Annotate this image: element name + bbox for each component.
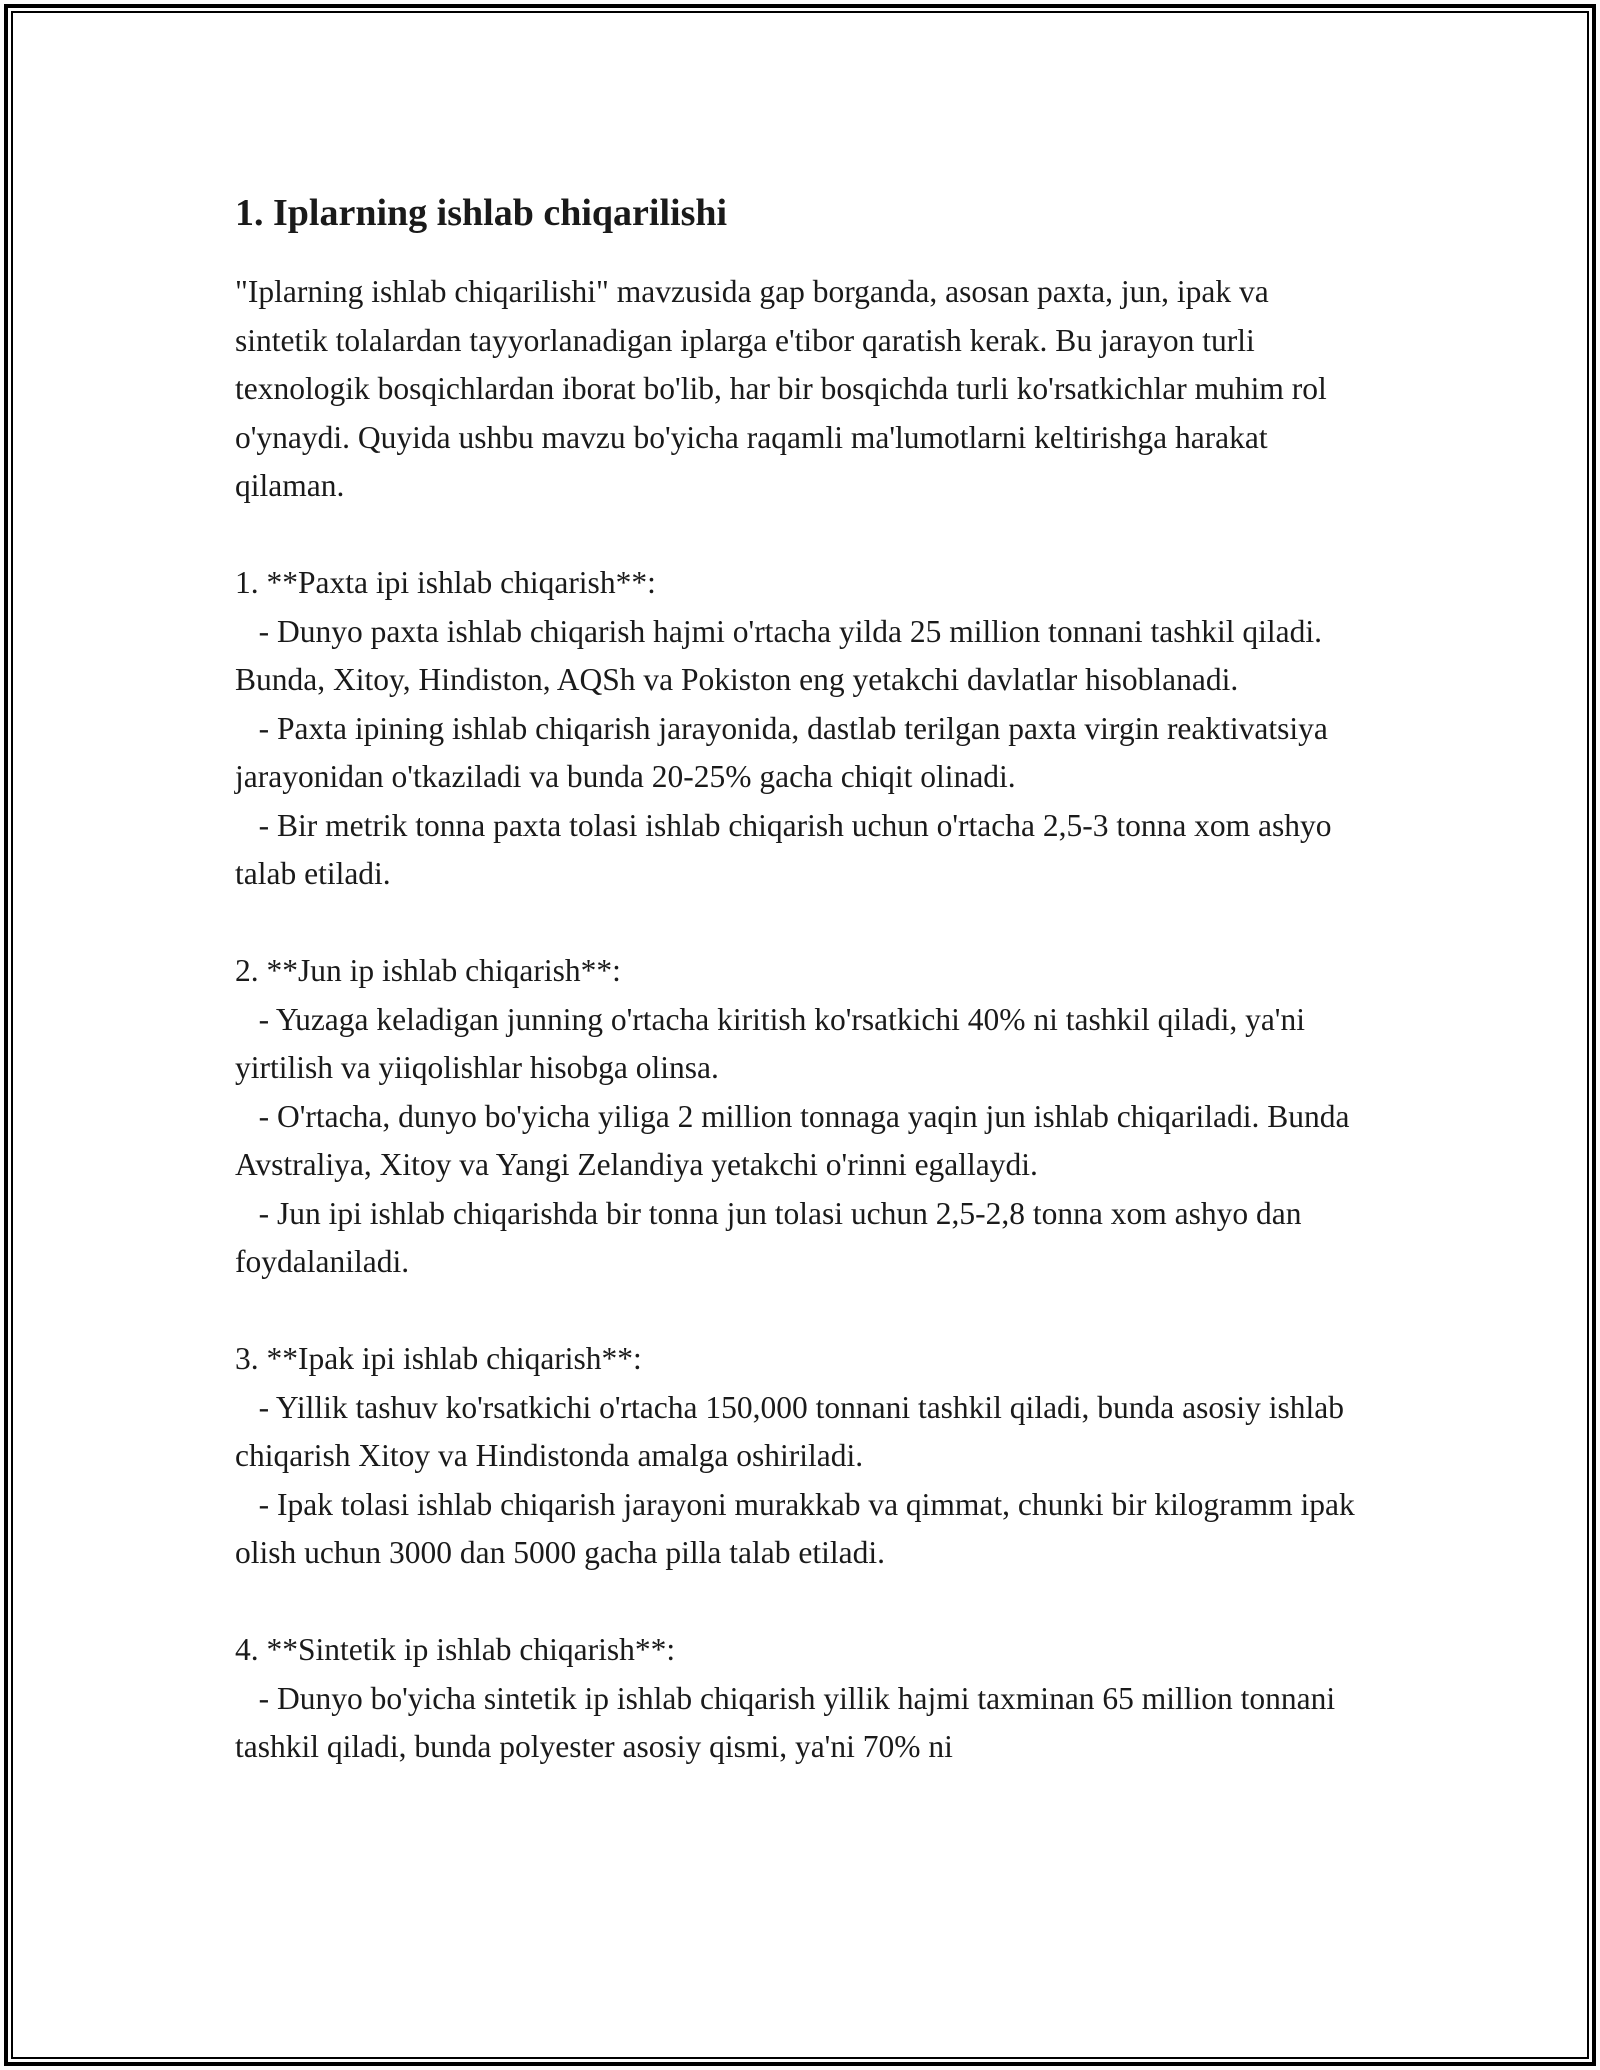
section-heading: 4. **Sintetik ip ishlab chiqarish**: [235, 1632, 676, 1667]
section-ipak [235, 1335, 1365, 1578]
spacer [235, 899, 1365, 948]
list-item: - Ipak tolasi ishlab chiqarish jarayoni murakkab va qimmat, chunki bir kilogramm ipak olish uchun 3000 dan 5000 gacha pilla talab etiladi. [235, 1486, 1363, 1570]
spacer [235, 511, 1365, 560]
list-item: - Dunyo bo'yicha sintetik ip ishlab chiqarish yillik hajmi taxminan 65 million tonnani tashkil qiladi, bunda polyester asosiy qismi, ya'ni 70% ni [235, 1680, 1344, 1764]
section-heading: 2. **Jun ip ishlab chiqarish**: [235, 953, 621, 988]
list-item: - Jun ipi ishlab chiqarishda bir tonna jun tolasi uchun 2,5-2,8 tonna xom ashyo dan foydalaniladi. [235, 1195, 1310, 1279]
section-heading: 1. **Paxta ipi ishlab chiqarish**: [235, 565, 656, 600]
list-item: - Dunyo paxta ishlab chiqarish hajmi o'rtacha yilda 25 million tonnani tashkil qiladi. Bunda, Xitoy, Hindiston, AQSh va Pokiston eng yetakchi davlatlar hisoblanadi. [235, 613, 1330, 697]
section-heading: 3. **Ipak ipi ishlab chiqarish**: [235, 1341, 642, 1376]
intro-paragraph: "Iplarning ishlab chiqarilishi" mavzusida gap borganda, asosan paxta, jun, ipak va sintetik tolalardan tayyorlanadigan iplarga e'tibor qaratish kerak. Bu jarayon turli texnologik bosqichlardan iborat bo'lib, har bir bosqichda turli ko'rsatkichlar muhim rol o'ynaydi. Quyida ushbu mavzu bo'yicha raqamli ma'lumotlarni keltirishga harakat qilaman. [235, 274, 1335, 503]
section-paxta [235, 559, 1365, 899]
list-item: - O'rtacha, dunyo bo'yicha yiliga 2 million tonnaga yaqin jun ishlab chiqariladi. Bunda Avstraliya, Xitoy va Yangi Zelandiya yetakchi o'rinni egallaydi. [235, 1098, 1356, 1182]
document-title: 1. Iplarning ishlab chiqarilishi [235, 192, 728, 234]
document-body [235, 188, 1365, 1772]
list-item: - Bir metrik tonna paxta tolasi ishlab chiqarish uchun o'rtacha 2,5-3 tonna xom ashyo talab etiladi. [235, 807, 1340, 891]
section-jun [235, 947, 1365, 1287]
spacer [235, 1287, 1365, 1336]
list-item: - Paxta ipining ishlab chiqarish jarayonida, dastlab terilgan paxta virgin reaktivatsiya jarayonidan o'tkaziladi va bunda 20-25% gacha chiqit olinadi. [235, 710, 1336, 794]
list-item: - Yuzaga keladigan junning o'rtacha kiritish ko'rsatkichi 40% ni tashkil qiladi, ya'ni yirtilish va yiiqolishlar hisobga olinsa. [235, 1001, 1313, 1085]
spacer [235, 1578, 1365, 1627]
list-item: - Yillik tashuv ko'rsatkichi o'rtacha 150,000 tonnani tashkil qiladi, bunda asosiy ishlab chiqarish Xitoy va Hindistonda amalga oshiriladi. [235, 1389, 1352, 1473]
section-sintetik [235, 1626, 1365, 1772]
